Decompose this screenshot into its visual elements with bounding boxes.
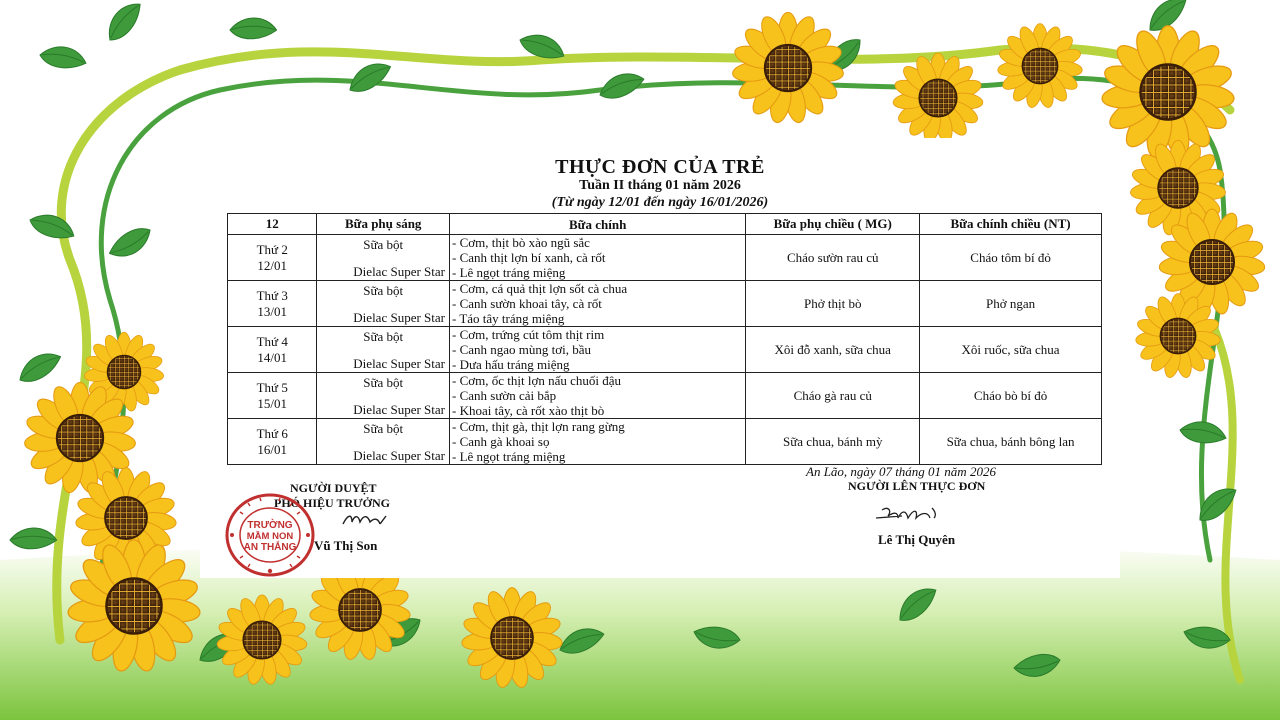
snack-line-1: Sữa bột bbox=[363, 375, 404, 390]
snack-line-1: Sữa bột bbox=[363, 283, 404, 298]
snack-line-2: Dielac Super Star bbox=[353, 310, 445, 325]
main-dish-2: - Canh ngao mùng tơi, bầu bbox=[452, 342, 592, 357]
main-meal-cell bbox=[450, 327, 746, 373]
main-dish-2: - Canh gà khoai sọ bbox=[452, 434, 550, 449]
main-dish-1: - Cơm, trứng cút tôm thịt rim bbox=[452, 327, 605, 342]
day-name: Thứ 2 bbox=[256, 241, 288, 257]
day-date: 13/01 bbox=[257, 303, 288, 319]
main-dish-2: - Canh sườn cải bắp bbox=[452, 388, 557, 403]
approver-title: PHÓ HIỆU TRƯỞNG bbox=[274, 496, 391, 510]
day-name: Thứ 3 bbox=[256, 287, 288, 303]
table-row bbox=[228, 235, 1102, 281]
main-dish-3: - Táo tây tráng miệng bbox=[452, 311, 565, 326]
afternoon-meal-cell: Cháo bò bí đỏ bbox=[920, 373, 1102, 419]
morning-snack-cell bbox=[317, 419, 450, 465]
table-row bbox=[228, 419, 1102, 465]
date-range: (Từ ngày 12/01 đến ngày 16/01/2026) bbox=[551, 195, 769, 210]
day-cell bbox=[228, 327, 317, 373]
snack-line-2: Dielac Super Star bbox=[353, 264, 445, 279]
header-week: 12 bbox=[228, 214, 317, 235]
planner-name: Lê Thị Quyên bbox=[878, 532, 956, 547]
snack-line-2: Dielac Super Star bbox=[353, 356, 445, 371]
snack-line-2: Dielac Super Star bbox=[353, 448, 445, 463]
menu-table bbox=[227, 213, 1102, 465]
day-cell bbox=[228, 235, 317, 281]
afternoon-snack-cell: Xôi đỗ xanh, sữa chua bbox=[746, 327, 920, 373]
afternoon-snack-cell: Phở thịt bò bbox=[746, 281, 920, 327]
main-dish-1: - Cơm, ốc thịt lợn nấu chuối đậu bbox=[452, 373, 621, 388]
main-meal-cell bbox=[450, 373, 746, 419]
svg-text:TRƯỜNG: TRƯỜNG bbox=[247, 520, 293, 531]
afternoon-snack-cell: Cháo sườn rau củ bbox=[746, 235, 920, 281]
table-header-row bbox=[228, 214, 1102, 235]
day-cell bbox=[228, 373, 317, 419]
planner-signature bbox=[872, 502, 964, 526]
afternoon-snack-cell: Cháo gà rau củ bbox=[746, 373, 920, 419]
snack-line-1: Sữa bột bbox=[363, 421, 404, 436]
main-meal-cell bbox=[450, 281, 746, 327]
snack-line-2: Dielac Super Star bbox=[353, 402, 445, 417]
menu-document bbox=[200, 138, 1120, 578]
header-morning-snack: Bữa phụ sáng bbox=[317, 214, 450, 235]
afternoon-meal-cell: Xôi ruốc, sữa chua bbox=[920, 327, 1102, 373]
approver-signature bbox=[340, 510, 392, 530]
approver-name: Vũ Thị Son bbox=[314, 538, 378, 553]
table-row bbox=[228, 281, 1102, 327]
afternoon-meal-cell: Sữa chua, bánh bông lan bbox=[920, 419, 1102, 465]
day-date: 12/01 bbox=[257, 257, 288, 273]
place-date: An Lão, ngày 07 tháng 01 năm 2026 bbox=[806, 464, 996, 479]
school-stamp-icon bbox=[224, 492, 316, 578]
week-subtitle: Tuần II tháng 01 năm 2026 bbox=[579, 178, 741, 193]
main-dish-3: - Lê ngọt tráng miệng bbox=[452, 449, 566, 464]
main-dish-3: - Dưa hấu tráng miệng bbox=[452, 357, 570, 372]
main-dish-3: - Khoai tây, cà rốt xào thịt bò bbox=[452, 403, 605, 418]
planner-role: NGƯỜI LÊN THỰC ĐƠN bbox=[848, 479, 986, 493]
main-dish-1: - Cơm, thịt bò xào ngũ sắc bbox=[452, 235, 590, 250]
svg-text:MẦM NON: MẦM NON bbox=[246, 531, 294, 542]
header-afternoon-meal: Bữa chính chiều (NT) bbox=[920, 214, 1102, 235]
day-cell bbox=[228, 419, 317, 465]
snack-line-1: Sữa bột bbox=[363, 329, 404, 344]
afternoon-meal-cell: Cháo tôm bí đỏ bbox=[920, 235, 1102, 281]
main-dish-1: - Cơm, cá quả thịt lợn sốt cà chua bbox=[452, 281, 628, 296]
day-date: 16/01 bbox=[257, 441, 288, 457]
day-name: Thứ 4 bbox=[256, 333, 288, 349]
table-row bbox=[228, 373, 1102, 419]
day-name: Thứ 5 bbox=[256, 379, 288, 395]
main-meal-cell bbox=[450, 235, 746, 281]
morning-snack-cell bbox=[317, 281, 450, 327]
morning-snack-cell bbox=[317, 235, 450, 281]
day-date: 14/01 bbox=[257, 349, 288, 365]
afternoon-meal-cell: Phở ngan bbox=[920, 281, 1102, 327]
table-row bbox=[228, 327, 1102, 373]
day-date: 15/01 bbox=[257, 395, 288, 411]
header-main-meal: Bữa chính bbox=[450, 214, 746, 235]
header-afternoon-snack: Bữa phụ chiều ( MG) bbox=[746, 214, 920, 235]
approver-role: NGƯỜI DUYỆT bbox=[290, 481, 377, 495]
main-dish-2: - Canh thịt lợn bí xanh, cà rốt bbox=[452, 250, 606, 265]
main-dish-2: - Canh sườn khoai tây, cà rốt bbox=[452, 296, 602, 311]
main-dish-3: - Lê ngọt tráng miệng bbox=[452, 265, 566, 280]
morning-snack-cell bbox=[317, 327, 450, 373]
morning-snack-cell bbox=[317, 373, 450, 419]
afternoon-snack-cell: Sữa chua, bánh mỳ bbox=[746, 419, 920, 465]
day-cell bbox=[228, 281, 317, 327]
main-dish-1: - Cơm, thịt gà, thịt lợn rang gừng bbox=[452, 419, 625, 434]
document-title: THỰC ĐƠN CỦA TRẺ bbox=[555, 156, 765, 178]
snack-line-1: Sữa bột bbox=[363, 237, 404, 252]
main-meal-cell bbox=[450, 419, 746, 465]
svg-text:AN THẮNG: AN THẮNG bbox=[243, 542, 297, 553]
day-name: Thứ 6 bbox=[256, 425, 288, 441]
